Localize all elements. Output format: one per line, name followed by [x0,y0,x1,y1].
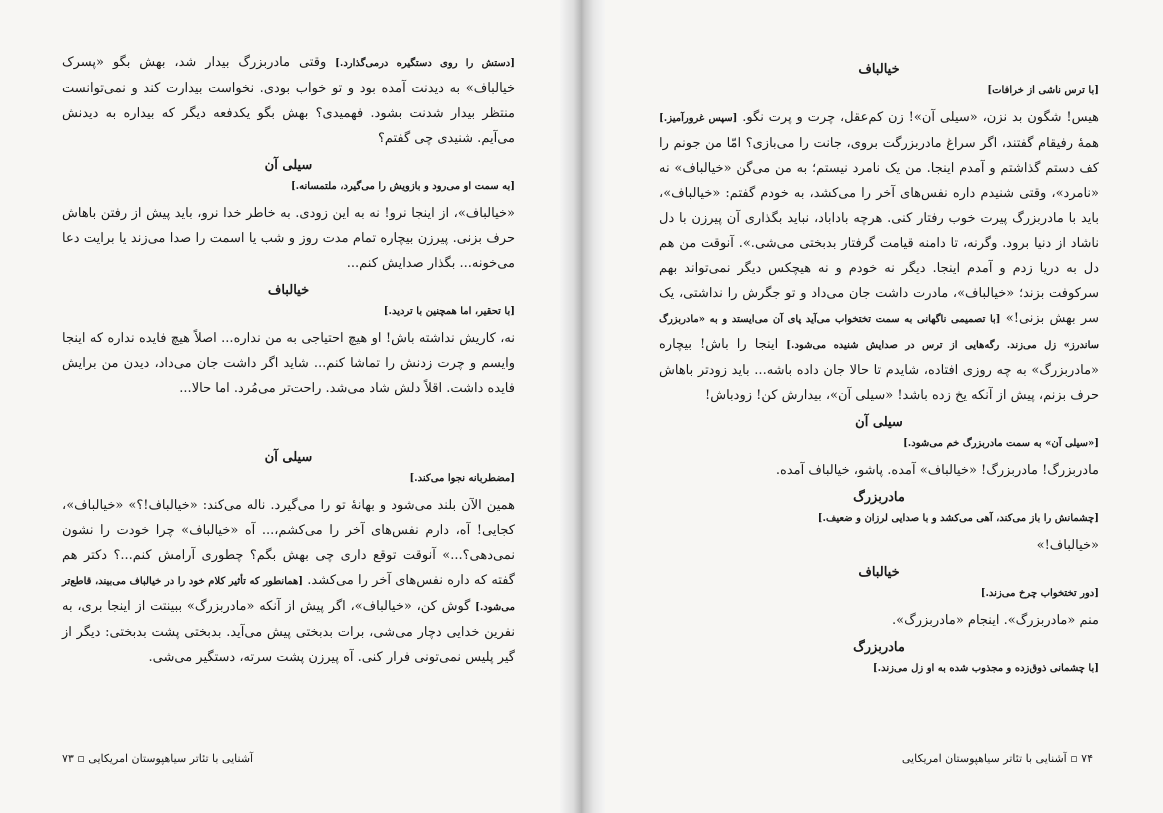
speaker-name: مادربزرگ [853,490,905,505]
paragraph [62,493,515,670]
paragraph [659,105,1099,408]
stage-direction: [همانطور که تأثیر کلام خود را در خیالباف می‌بیند، قاطع‌تر می‌شود.] [62,576,515,613]
speaker-name: خیالباف [267,283,310,298]
stage-direction: [«سیلی آن» به سمت مادربزرگ خم می‌شود.] [903,438,1099,449]
stage-direction: [سپس غرورآمیز.] [659,113,738,124]
dialogue-text: «خیالباف»، از اینجا نرو! نه به این زودی. به خاطر خدا نرو، باید پیش از رفتن باهاش حرف بزنی. پیرزن بیچاره تمام مدت روز و شب یا اسمت را صدا می‌زند یا برایت دعا می‌خونه... بگذار صدایش کنم... [62,206,515,271]
dialogue-text: مادربزرگ! مادربزرگ! «خیالباف» آمده. پاشو، خیالباف آمده. [775,463,1099,478]
dialogue-text: «خیالباف!» [1036,538,1099,553]
stage-direction: [با تحقیر، اما همچنین با تردید.] [383,306,515,317]
stage-direction: [چشمانش را باز می‌کند، آهی می‌کشد و با صدایی لرزان و ضعیف.] [817,513,1099,524]
dialogue-text: همهٔ رفیقام گفتند، اگر سراغ مادربزرگت بروی، جانت را می‌بازی؟ امّا من جونم را کف دستم گذاشتم و آمدم اینجا. من یک نامرد نیستم؛ به من می‌گن «خیالباف» نه «نامرد»، وقتی شنیدم داره نفس‌های آخر را می‌کشد، به خودم گفتم: «خیالباف»، باید با مادربزرگ پیرت خوب رفتار کنی. هرچه باداباد، نباید بگذاری آن پیرزن با دل ناشاد از دنیا برود. وگرنه، تا دامنه قیامت گرفتار بدبختی می‌شی.». آنوقت من هم دل به دریا زدم و آمدم اینجا. دیگر نه خودم و نه هیچکس دیگر نمی‌تواند بهم سرکوفت بزند؛ «خیالباف»، مادرت داشت جان می‌داد و تو جگرش را نداشتی، یک سر بهش بزنی!» [659,136,1099,326]
dialogue-text: همین الآن بلند می‌شود و بهانهٔ تو را می‌گیرد. ناله می‌کند: «خیالباف!؟» «خیالباف»، کجایی! آه، دارم نفس‌های آخر را می‌کشم،... آه «خیالباف» چرا خودت را نشون نمی‌دهی؟...» آنوقت توقع داری چی بهش بگم؟ چطوری آرامش کنم...؟ دکتر هم گفته که داره نفس‌های آخر را می‌کشد. [62,498,515,588]
speaker-name: سیلی آن [264,450,313,465]
dialogue-text: هیس! شگون بد نزن، «سیلی آن»! زن کم‌عقل، چرت و پرت نگو. [742,110,1099,125]
speaker-name: خیالباف [858,565,900,580]
stage-direction: [با چشمانی ذوق‌زده و مجذوب شده به او زل می‌زند.] [872,663,1099,674]
paragraph [62,50,515,151]
dialogue-text: اینجا را باش! بیچاره «مادربزرگ» به چه روزی افتاده، شایدم تا حالا جان داده باشه... باید زودتر باهاش حرف بزنم، پیش از آنکه یخ زده باشد! «سیلی آن»، بیدارش کن! زودباش! [659,337,1099,403]
dialogue-text: نه، کاریش نداشته باش! او هیچ احتیاجی به من نداره... اصلاً هیچ فایده نداره که اینجا وایسم و چرت زدنش را تماشا کنم... شاید اگر داشت جان می‌داد، دیدن من برایش فایده داشت. اقلاً دلش شاد می‌شد. راحت‌تر می‌مُرد. اما حالا... [62,331,515,396]
right-page [592,0,1163,813]
dialogue-text: وقتی مادربزرگ بیدار شد، بهش بگو «پسرک خیالباف» به دیدنت آمده بود و تو خواب بودی. نخواست بیدارت کند و نمی‌توانست منتظر بیدار شدنت بشود. فهمیدی؟ بهش بگو یکدفعه دیگر که بیداره به دیدنش می‌آیم. شنیدی چی گفتم؟ [62,55,515,146]
speaker-name: خیالباف [858,62,900,77]
page-footer: ۷۴ ▫ آشنایی با تئاتر سیاهپوستان امریکایی [901,752,1093,765]
stage-direction: [دور تختخواب چرخ می‌زند.] [980,588,1099,599]
speaker-name: مادربزرگ [853,640,905,655]
left-page [0,0,575,813]
stage-direction: [با تصمیمی ناگهانی به سمت تختخواب می‌آید پای آن می‌ایستد و به «مادربزرگ ساندرز» زل می‌زند. رگه‌هایی از ترس در صدایش شنیده می‌شود.] [659,314,1099,351]
stage-direction: [مضطربانه نجوا می‌کند.] [409,473,515,484]
speaker-name: سیلی آن [264,158,313,173]
dialogue-text: منم «مادربزرگ». اینجام «مادربزرگ». [892,613,1099,628]
dialogue-text: گوش کن، «خیالباف»، اگر پیش از آنکه «مادربزرگ» ببینتت از اینجا بری، به نفرین خدایی دچار می‌شی، برات بدبختی پیش می‌آید. بدبختی پشت بدبختی: دیگر از گیر پلیس نمی‌تونی فرار کنی. آه پیرزن پشت سرته، دستگیر می‌شی. [62,599,515,665]
stage-direction: [دستش را روی دستگیره درمی‌گذارد.] [335,58,515,69]
page-footer: آشنایی با تئاتر سیاهپوستان امریکایی ▫ ۷۳ [62,752,254,765]
stage-direction: [به سمت او می‌رود و بازویش را می‌گیرد، ملتمسانه.] [290,181,515,192]
speaker-name: سیلی آن [855,415,903,430]
stage-direction: [با ترس ناشی از خرافات] [987,85,1099,96]
